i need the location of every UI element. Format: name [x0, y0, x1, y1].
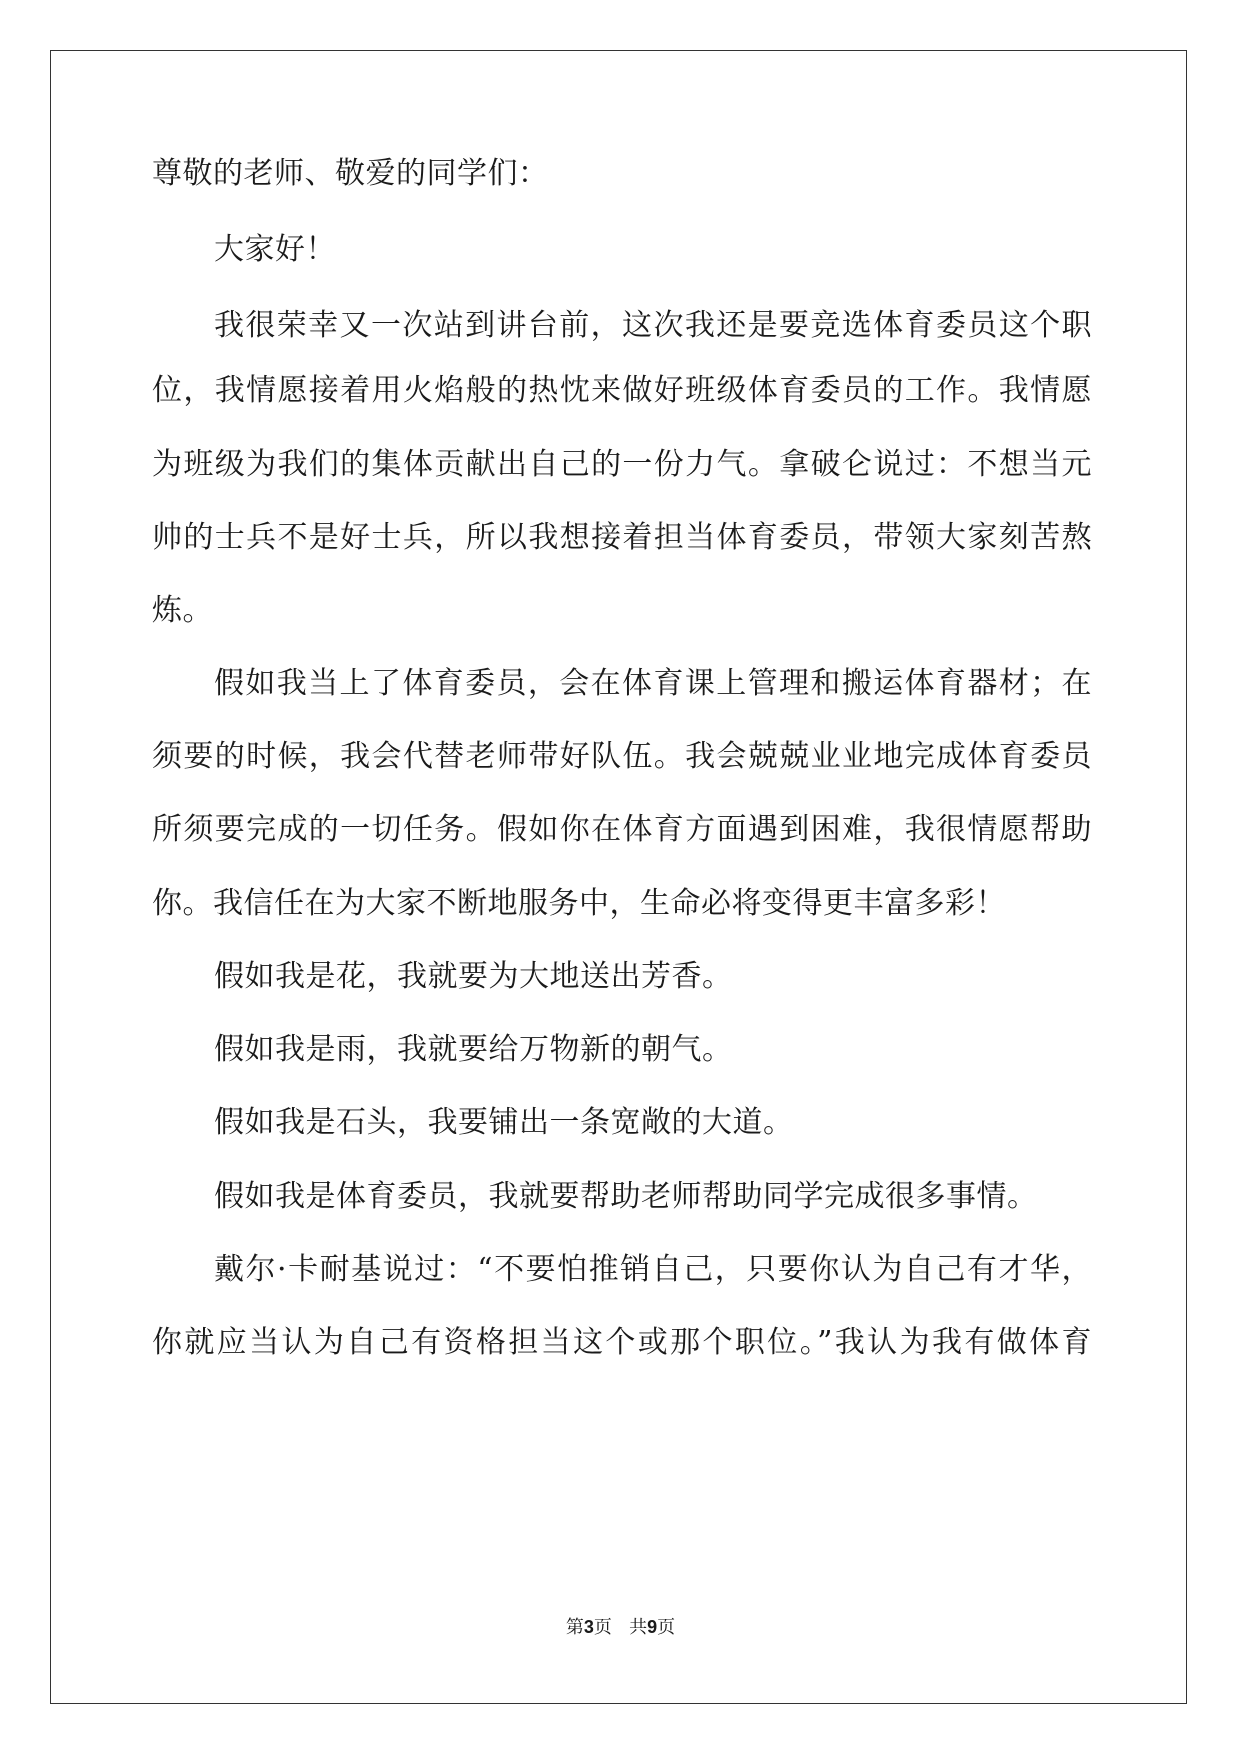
body-line: 所须要完成的一切任务。假如你在体育方面遇到困难，我很情愿帮助: [152, 812, 1092, 847]
body-line: 你。我信任在为大家不断地服务中，生命必将变得更丰富多彩！: [152, 886, 1006, 921]
body-line: 假如我当上了体育委员，会在体育课上管理和搬运体育器材；在: [214, 666, 1092, 701]
body-line: 假如我是花，我就要为大地送出芳香。: [214, 959, 733, 994]
salutation-line: 尊敬的老师、敬爱的同学们：: [152, 156, 549, 191]
body-line: 戴尔·卡耐基说过：“不要怕推销自己，只要你认为自己有才华，: [214, 1252, 1092, 1287]
body-line: 我很荣幸又一次站到讲台前，这次我还是要竞选体育委员这个职: [214, 308, 1092, 343]
page-prefix: 第: [565, 1617, 584, 1638]
body-line: 帅的士兵不是好士兵，所以我想接着担当体育委员，带领大家刻苦熬: [152, 520, 1092, 555]
body-line: 你就应当认为自己有资格担当这个或那个职位。”我认为我有做体育: [152, 1325, 1092, 1360]
body-line: 炼。: [152, 593, 213, 628]
total-suffix: 页: [657, 1617, 676, 1638]
total-prefix: 共: [629, 1617, 648, 1638]
body-line: 假如我是石头，我要铺出一条宽敞的大道。: [214, 1105, 794, 1140]
page-border: [50, 50, 1187, 1704]
page-current: 3: [583, 1617, 594, 1637]
body-line: 位，我情愿接着用火焰般的热忱来做好班级体育委员的工作。我情愿: [152, 373, 1092, 408]
body-line: 为班级为我们的集体贡献出自己的一份力气。拿破仑说过：不想当元: [152, 447, 1092, 482]
body-line: 须要的时候，我会代替老师带好队伍。我会兢兢业业地完成体育委员: [152, 739, 1092, 774]
body-line: 假如我是体育委员，我就要帮助老师帮助同学完成很多事情。: [214, 1179, 1038, 1214]
greeting-line: 大家好！: [214, 232, 336, 267]
page-total: 9: [647, 1617, 658, 1637]
page-number-footer: [0, 1613, 1241, 1639]
body-line: 假如我是雨，我就要给万物新的朝气。: [214, 1032, 733, 1067]
page-suffix: 页: [593, 1617, 612, 1638]
